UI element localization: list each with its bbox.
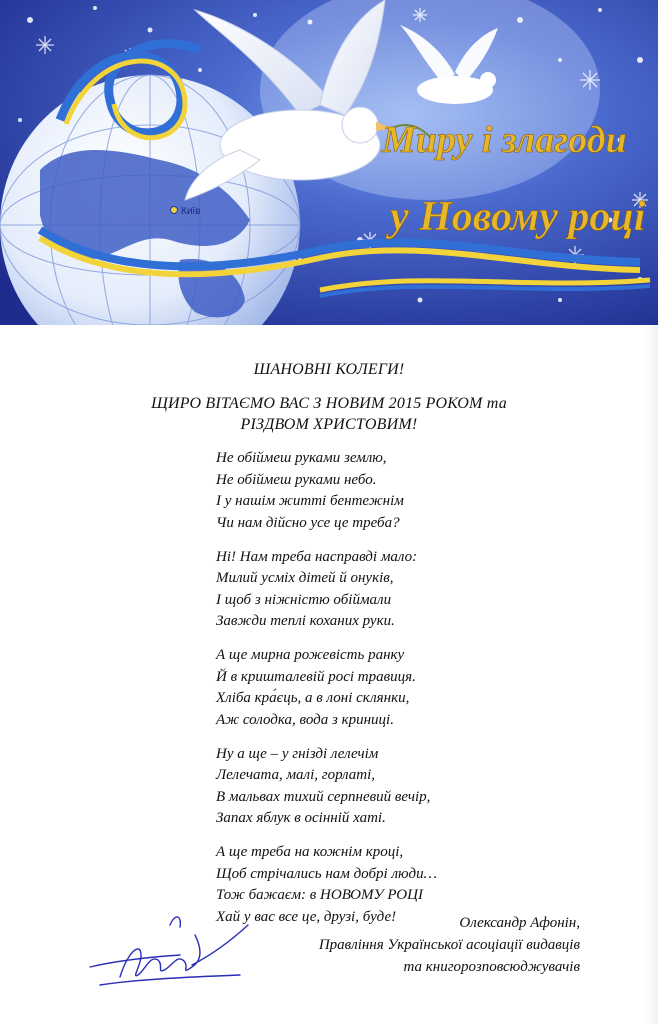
poem-line: Щоб стрічались нам добрі люди… bbox=[216, 865, 437, 882]
poem-line: І у нашім житті бентежнім bbox=[216, 493, 404, 509]
signature-block bbox=[319, 912, 580, 978]
poem-line: І щоб з ніжністю обіймали bbox=[216, 591, 392, 608]
poem-stanza bbox=[216, 448, 437, 534]
signer-name: Олександр Афонін, bbox=[459, 915, 580, 931]
poem-stanza bbox=[216, 744, 437, 830]
poem-line: В мальвах тихий серпневий вечір, bbox=[216, 788, 431, 805]
poem-line: Чи нам дійсно усе це треба? bbox=[216, 514, 400, 531]
banner-title-line2: у Новому році bbox=[390, 194, 646, 240]
holiday-banner bbox=[0, 0, 658, 325]
poem-line: Завжди теплі коханих руки. bbox=[216, 613, 395, 629]
greeting-heading: ШАНОВНІ КОЛЕГИ! bbox=[253, 361, 405, 378]
signer-position-line1: Правління Української асоціації видавців bbox=[318, 937, 580, 953]
poem-line: Милий усміх дітей й онуків, bbox=[216, 570, 394, 586]
poem-line: Запах яблук в осінній хаті. bbox=[216, 810, 386, 826]
poem-line: Й в кришталевій росі травиця. bbox=[216, 668, 416, 685]
banner-title-line1: Миру і злагоди bbox=[382, 119, 627, 161]
poem-line: Хай у вас все це, друзі, буде! bbox=[216, 908, 397, 925]
poem-line: Не обіймеш руками землю, bbox=[216, 450, 387, 466]
signer-position-line2: та книгорозповсюджувачів bbox=[403, 959, 580, 975]
poem-line: А ще треба на кожнім кроці, bbox=[216, 844, 404, 860]
poem-line: Не обіймеш руками небо. bbox=[216, 471, 377, 488]
poem-line: Аж солодка, вода з криниці. bbox=[216, 711, 394, 728]
wish-line-2: РІЗДВОМ ХРИСТОВИМ! bbox=[240, 416, 418, 433]
poem-stanza bbox=[216, 547, 437, 633]
poem-line: Хліба кра́єць, а в лоні склянки, bbox=[216, 690, 410, 706]
poem-line: Ну а ще – у гнізді лелечім bbox=[216, 745, 379, 762]
poem-line: Тож бажаєм: в НОВОМУ РОЦІ bbox=[216, 887, 423, 903]
poem-line: А ще мирна рожевість ранку bbox=[216, 647, 405, 663]
city-label: Київ bbox=[181, 206, 201, 217]
poem bbox=[216, 448, 437, 941]
poem-line: Ні! Нам треба насправді мало: bbox=[216, 548, 418, 565]
wish-line-1: ЩИРО ВІТАЄМО ВАС З НОВИМ 2015 РОКОМ та bbox=[151, 395, 507, 412]
handwritten-signature bbox=[80, 905, 260, 1000]
poem-line: Лелечата, малі, горлаті, bbox=[216, 767, 376, 783]
poem-stanza bbox=[216, 645, 437, 731]
